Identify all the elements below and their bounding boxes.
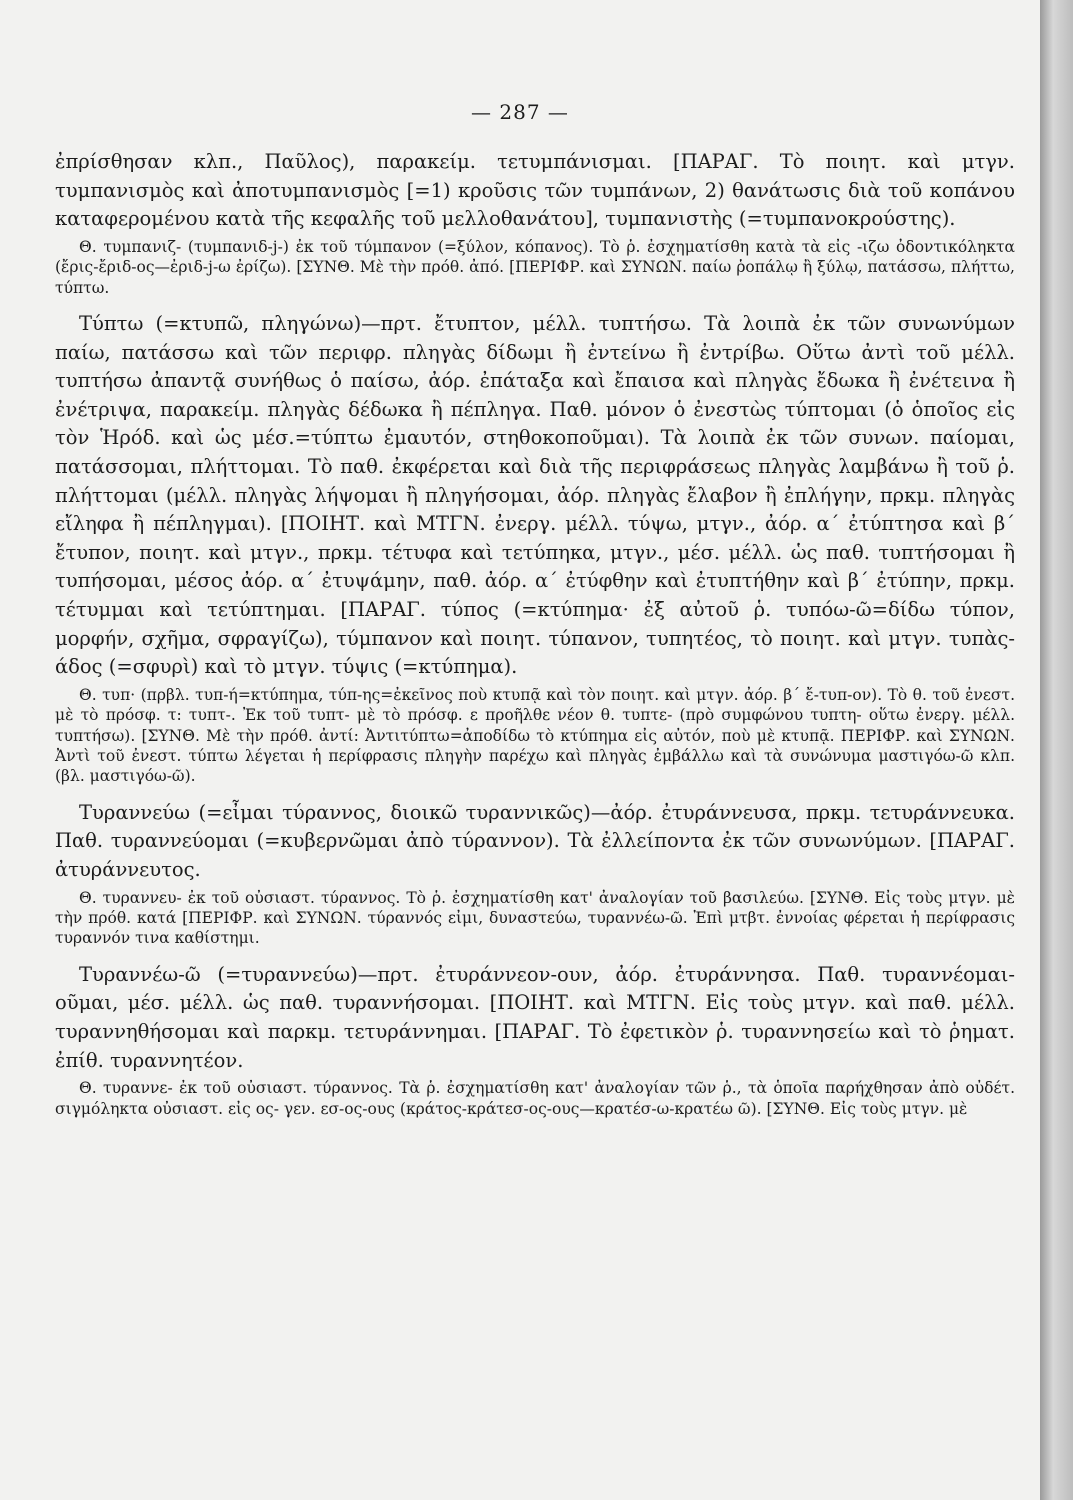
dictionary-entry: Τυραννέω-ῶ (=τυραννεύω)—πρτ. ἐτυράννεον-ουν, ἀόρ. ἐτυράννησα. Παθ. τυραννέομαι-οῦμαι, μέσ. μέλλ. ὡς παθ. τυραννήσομαι. [ΠΟΙΗΤ. καὶ ΜΤΓΝ. Εἰς τοὺς μτγν. καὶ παθ. μέλλ. τυραννηθήσομαι καὶ παρκμ. τετυράννημαι. [ΠΑΡΑΓ. Τὸ ἐφετικὸν ῥ. τυραννησείω καὶ τὸ ῥηματ. ἐπίθ. τυραννητέον.: [55, 962, 1015, 1072]
etymology-note: Θ. τυραννευ- ἐκ τοῦ οὐσιαστ. τύραννος. Τὸ ῥ. ἐσχηματίσθη κατ' ἀναλογίαν τοῦ βασιλεύω. [ΣΥΝΘ. Εἰς τοὺς μτγν. μὲ τὴν πρόθ. κατά [ΠΕΡΙΦΡ. καὶ ΣΥΝΩΝ. τύραννός εἰμι, δυναστεύω, τυραννέω-ῶ. Ἐπὶ μτβτ. ἐννοίας φέρεται ἡ περίφρασις τυραννόν τινα καθίστημι.: [55, 888, 1015, 948]
book-edge: [1040, 0, 1073, 1500]
dictionary-entry: Τυραννεύω (=εἶμαι τύραννος, διοικῶ τυραννικῶς)—ἀόρ. ἐτυράννευσα, πρκμ. τετυράννευκα. Παθ. τυραννεύομαι (=κυβερνῶμαι ἀπὸ τύραννον). Τὰ ἐλλείποντα ἐκ τῶν συνωνύμων. [ΠΑΡΑΓ. ἀτυράννευτος.: [55, 800, 1015, 881]
body-paragraph: ἐπρίσθησαν κλπ., Παῦλος), παρακείμ. τετυμπάνισμαι. [ΠΑΡΑΓ. Τὸ ποιητ. καὶ μτγν. τυμπανισμὸς καὶ ἀποτυμπανισμὸς [=1) κροῦσις τῶν τυμπάνων, 2) θανάτωσις διὰ τοῦ κοπάνου καταφερομένου κατὰ τῆς κεφαλῆς τοῦ μελλοθανάτου], τυμπανιστὴς (=τυμπανοκρούστης).: [55, 150, 1015, 231]
page-number: — 287 —: [471, 100, 569, 124]
etymology-note: Θ. τυραννε- ἐκ τοῦ οὐσιαστ. τύραννος. Τὰ ῥ. ἐσχηματίσθη κατ' ἀναλογίαν τῶν ῥ., τὰ ὁποῖα παρήχθησαν ἀπὸ οὐδέτ. σιγμόληκτα οὐσιαστ. εἰς ος- γεν. εσ-ος-ους (κράτος-κράτεσ-ος-ους—κρατέσ-ω-κρατέω ῶ). [ΣΥΝΘ. Εἰς τοὺς μτγν. μὲ: [55, 1079, 1015, 1118]
dictionary-entry: Τύπτω (=κτυπῶ, πληγώνω)—πρτ. ἔτυπτον, μέλλ. τυπτήσω. Τὰ λοιπὰ ἐκ τῶν συνωνύμων παίω, πατάσσω καὶ τῶν περιφρ. πληγὰς δίδωμι ἢ ἐντείνω ἢ ἐντρίβω. Οὕτω ἀντὶ τοῦ μέλλ. τυπτήσω ἀπαντᾷ συνήθως ὁ παίσω, ἀόρ. ἐπάταξα καὶ ἔπαισα καὶ πληγὰς ἔδωκα ἢ ἐνέτεινα ἢ ἐνέτριψα, παρακείμ. πληγὰς δέδωκα ἢ πέπληγα. Παθ. μόνον ὁ ἐνεστὼς τύπτομαι (ὁ ὁποῖος εἰς τὸν Ἡρόδ. καὶ ὡς μέσ.=τύπτω ἐμαυτόν, στηθοκοποῦμαι). Τὰ λοιπὰ ἐκ τῶν συνων. παίομαι, πατάσσομαι, πλήττομαι. Τὸ παθ. ἐκφέρεται καὶ διὰ τῆς περιφράσεως πληγὰς λαμβάνω ἢ τοῦ ῥ. πλήττομαι (μέλλ. πληγὰς λήψομαι ἢ πληγήσομαι, ἀόρ. πληγὰς ἔλαβον ἢ ἐπλήγην, πρκμ. πληγὰς εἴληφα ἢ πέπληγμαι). [ΠΟΙΗΤ. καὶ ΜΤΓΝ. ἐνεργ. μέλλ. τύψω, μτγν., ἀόρ. α΄ ἐτύπτησα καὶ β΄ ἔτυπον, ποιητ. καὶ μτγν., πρκμ. τέτυφα καὶ τετύπηκα, μτγν., μέσ. μέλλ. ὡς παθ. τυπτήσομαι ἢ τυπήσομαι, μέσος ἀόρ. α΄ ἐτυψάμην, παθ. ἀόρ. α΄ ἐτύφθην καὶ ἐτυπτήθην καὶ β΄ ἐτύπην, πρκμ. τέτυμμαι καὶ τετύπτημαι. [ΠΑΡΑΓ. τύπος (=κτύπημα· ἐξ αὐτοῦ ῥ. τυπόω-ῶ=δίδω τύπον, μορφήν, σχῆμα, σφραγίζω), τύμπανον καὶ ποιητ. τύπανον, τυπητέος, τὸ ποιητ. καὶ μτγν. τυπὰς-άδος (=σφυρὶ) καὶ τὸ μτγν. τύψις (=κτύπημα).: [55, 312, 1015, 679]
etymology-note: Θ. τυπ· (πρβλ. τυπ-ή=κτύπημα, τύπ-ης=ἐκεῖνος ποὺ κτυπᾷ καὶ τὸν ποιητ. καὶ μτγν. ἀόρ. β΄ ἔ-τυπ-ον). Τὸ θ. τοῦ ἐνεστ. μὲ τὸ πρόσφ. τ: τυπτ-. Ἐκ τοῦ τυπτ- μὲ τὸ πρόσφ. ε προῆλθε νέον θ. τυπτε- (πρὸ συμφώνου τυπτη- οὕτω ἐνεργ. μέλλ. τυπτήσω). [ΣΥΝΘ. Μὲ τὴν πρόθ. ἀντί: Ἀντιτύπτω=ἀποδίδω τὸ κτύπημα εἰς αὐτόν, ποὺ μὲ κτυπᾷ. ΠΕΡΙΦΡ. καὶ ΣΥΝΩΝ. Ἀντὶ τοῦ ἐνεστ. τύπτω λέγεται ἡ περίφρασις πληγὴν παρέχω καὶ πληγὰς ἐμβάλλω καὶ τὰ συνώνυμα μαστιγόω-ῶ κλπ. (βλ. μαστιγόω-ῶ).: [55, 685, 1015, 786]
etymology-note: Θ. τυμπανιζ- (τυμπανιδ-j-) ἐκ τοῦ τύμπανον (=ξύλον, κόπανος). Τὸ ῥ. ἐσχηματίσθη κατὰ τὰ εἰς -ιζω ὀδοντικόληκτα (ἔρις-ἔριδ-ος—ἐριδ-j-ω ἐρίζω). [ΣΥΝΘ. Μὲ τὴν πρόθ. ἀπό. [ΠΕΡΙΦΡ. καὶ ΣΥΝΩΝ. παίω ῥοπάλῳ ἢ ξύλῳ, πατάσσω, πλήττω, τύπτω.: [55, 237, 1015, 297]
page-text: [55, 148, 1015, 1131]
